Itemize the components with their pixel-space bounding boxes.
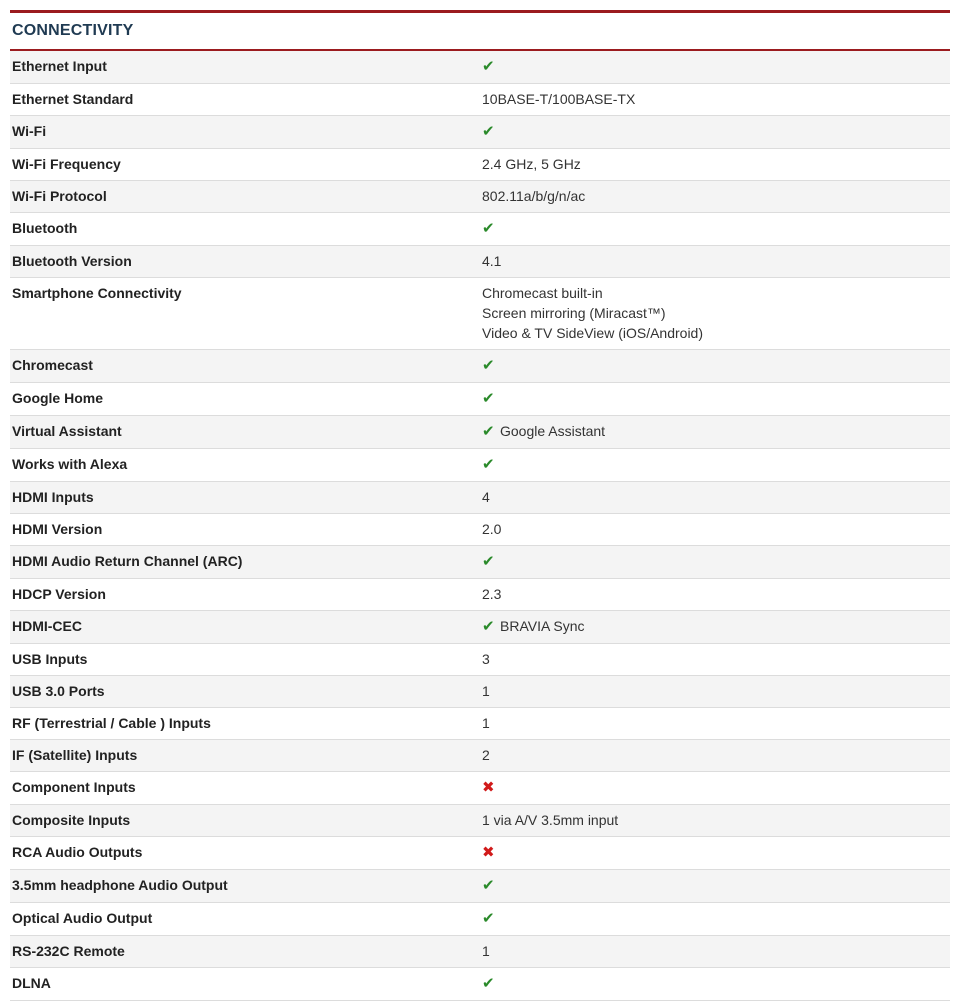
row-label: Virtual Assistant (12, 423, 122, 439)
row-value (480, 512, 950, 545)
row-label: 3.5mm headphone Audio Output (12, 877, 228, 893)
checkmark-icon: ✔ (482, 357, 495, 374)
table-row (10, 644, 950, 676)
row-value (480, 934, 950, 967)
checkmark-icon: ✔ (482, 123, 495, 140)
table-row (10, 772, 950, 805)
table-row (10, 870, 950, 903)
checkmark-icon: ✔ (482, 553, 495, 570)
checkmark-icon: ✔ (482, 975, 495, 992)
checkmark-icon: ✔ (482, 877, 495, 894)
row-value (480, 179, 950, 212)
row-value-line: 1 via A/V 3.5mm input (482, 812, 619, 828)
table-row (10, 416, 950, 449)
table-row (10, 51, 950, 84)
row-label: Google Home (12, 390, 104, 406)
row-value (480, 276, 950, 349)
checkmark-icon: ✔ (482, 220, 495, 237)
row-value (480, 577, 950, 610)
row-label: Wi-Fi Protocol (12, 188, 107, 204)
table-row (10, 805, 950, 837)
row-value-line: 2.0 (482, 521, 502, 537)
section-header (10, 13, 950, 51)
table-row (10, 350, 950, 383)
section-title: CONNECTIVITY (12, 22, 134, 39)
row-value-line: Screen mirroring (Miracast™) (482, 305, 666, 321)
row-value-line: 1 (482, 683, 490, 699)
row-value-line: 2 (482, 747, 490, 763)
row-label: Works with Alexa (12, 456, 128, 472)
row-value-line: 4 (482, 489, 490, 505)
row-value (480, 642, 950, 675)
row-value-text: Google Assistant (500, 423, 606, 439)
table-row (10, 246, 950, 278)
table-row (10, 181, 950, 213)
table-row (10, 903, 950, 936)
row-value (480, 770, 950, 804)
table-row (10, 968, 950, 1001)
checkmark-icon: ✔ (482, 910, 495, 927)
checkmark-icon: ✔ (482, 390, 495, 407)
row-value-line: 10BASE-T/100BASE-TX (482, 91, 636, 107)
row-label: HDMI Version (12, 521, 103, 537)
row-label: DLNA (12, 975, 51, 991)
row-value (480, 348, 950, 382)
row-label: Ethernet Input (12, 58, 107, 74)
row-value (480, 966, 950, 1000)
row-value (480, 82, 950, 115)
table-row (10, 482, 950, 514)
table-row (10, 611, 950, 644)
row-value (480, 609, 950, 643)
checkmark-icon: ✔ (482, 618, 495, 635)
row-label: HDMI Audio Return Channel (ARC) (12, 553, 243, 569)
row-value-line: 2.4 GHz, 5 GHz (482, 156, 581, 172)
cross-icon: ✖ (482, 779, 495, 796)
row-label: RS-232C Remote (12, 943, 125, 959)
checkmark-icon: ✔ (482, 58, 495, 75)
row-value-line: 802.11a/b/g/n/ac (482, 188, 586, 204)
checkmark-icon: ✔ (482, 456, 495, 473)
row-value-text: BRAVIA Sync (500, 618, 585, 634)
table-row (10, 116, 950, 149)
row-value-line: 1 (482, 715, 490, 731)
row-label: Composite Inputs (12, 812, 131, 828)
table-row (10, 149, 950, 181)
row-label: IF (Satellite) Inputs (12, 747, 138, 763)
spec-rows (10, 51, 950, 1001)
row-value-line: 4.1 (482, 253, 502, 269)
row-value-line: Video & TV SideView (iOS/Android) (482, 325, 704, 341)
row-label: RF (Terrestrial / Cable ) Inputs (12, 715, 211, 731)
row-label: HDCP Version (12, 586, 106, 602)
row-value-line: 3 (482, 651, 490, 667)
row-label: HDMI Inputs (12, 489, 94, 505)
table-row (10, 837, 950, 870)
row-label: Bluetooth (12, 220, 78, 236)
table-row (10, 546, 950, 579)
row-value (480, 244, 950, 277)
spec-table (10, 10, 950, 1001)
table-row (10, 936, 950, 968)
row-value (480, 381, 950, 415)
row-label: Ethernet Standard (12, 91, 134, 107)
checkmark-icon: ✔ (482, 423, 495, 440)
table-row (10, 383, 950, 416)
row-label: Chromecast (12, 357, 93, 373)
row-label: Optical Audio Output (12, 910, 153, 926)
row-value (480, 803, 950, 836)
row-label: USB 3.0 Ports (12, 683, 105, 699)
row-label: Component Inputs (12, 779, 136, 795)
table-row (10, 740, 950, 772)
row-label: HDMI-CEC (12, 618, 82, 634)
row-value-line: 2.3 (482, 586, 502, 602)
cross-icon: ✖ (482, 844, 495, 861)
row-label: Bluetooth Version (12, 253, 132, 269)
row-value (480, 868, 950, 902)
table-row (10, 278, 950, 350)
row-value (480, 447, 950, 481)
row-value-line: Chromecast built-in (482, 285, 603, 301)
row-value (480, 49, 950, 83)
row-label: USB Inputs (12, 651, 88, 667)
row-value (480, 706, 950, 739)
row-value (480, 544, 950, 578)
row-value (480, 147, 950, 180)
row-value (480, 674, 950, 707)
row-value (480, 114, 950, 148)
row-value (480, 414, 950, 448)
row-value (480, 901, 950, 935)
row-value (480, 835, 950, 869)
table-row (10, 213, 950, 246)
table-row (10, 84, 950, 116)
table-row (10, 708, 950, 740)
row-label: RCA Audio Outputs (12, 844, 143, 860)
table-row (10, 449, 950, 482)
table-row (10, 514, 950, 546)
row-value (480, 738, 950, 771)
table-row (10, 676, 950, 708)
row-label: Wi-Fi Frequency (12, 156, 121, 172)
row-label: Wi-Fi (12, 123, 47, 139)
row-value-line: 1 (482, 943, 490, 959)
row-label: Smartphone Connectivity (12, 285, 182, 301)
row-value (480, 211, 950, 245)
table-row (10, 579, 950, 611)
row-value (480, 480, 950, 513)
